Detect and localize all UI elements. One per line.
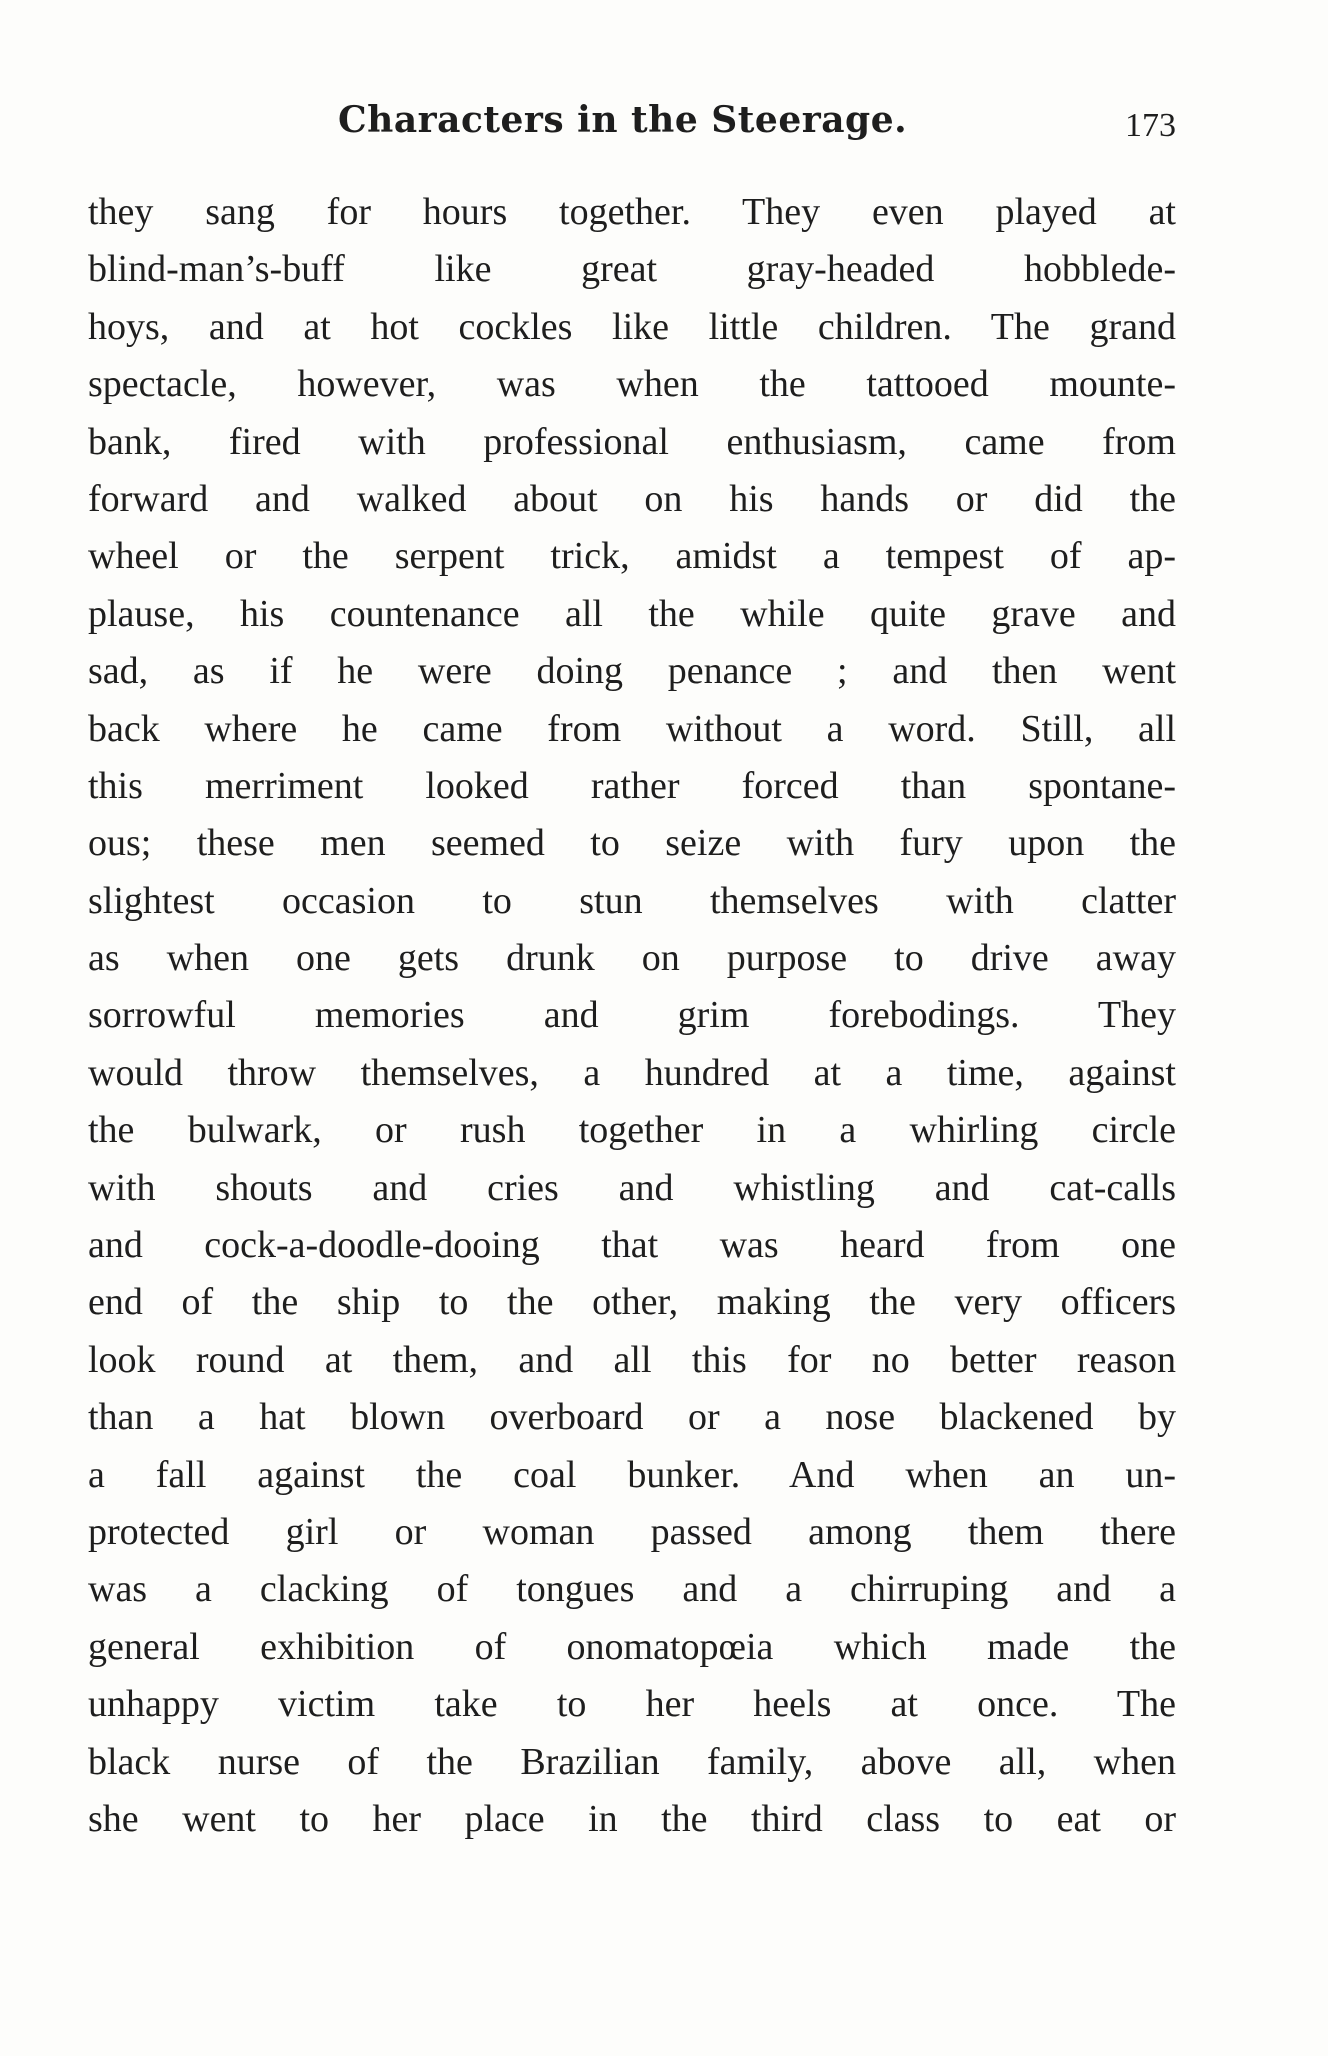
running-head [88, 90, 1180, 150]
text-line: with shouts and cries and whistling and cat-calls [88, 1166, 1176, 1209]
text-line: blind-man’s-buff like great gray-headed hobblede- [88, 248, 1176, 291]
text-line: plause, his countenance all the while quite grave and [88, 592, 1176, 635]
text-line: this merriment looked rather forced than spontane- [88, 764, 1176, 807]
body-text [88, 184, 1176, 1848]
text-line: than a hat blown overboard or a nose blackened by [88, 1396, 1176, 1439]
text-line: a fall against the coal bunker. And when an un- [88, 1453, 1176, 1496]
text-line: look round at them, and all this for no better reason [88, 1338, 1176, 1381]
text-line: black nurse of the Brazilian family, above all, when [88, 1740, 1176, 1783]
text-line: spectacle, however, was when the tattooed mounte- [88, 363, 1176, 406]
text-line: protected girl or woman passed among them there [88, 1510, 1176, 1553]
page-number: 173 [1125, 107, 1176, 144]
text-line: sorrowful memories and grim forebodings. They [88, 994, 1176, 1037]
running-title: Characters in the Steerage. [338, 99, 908, 141]
text-line: as when one gets drunk on purpose to drive away [88, 937, 1176, 980]
text-line: forward and walked about on his hands or did the [88, 477, 1176, 520]
text-line: ous; these men seemed to seize with fury upon the [88, 822, 1176, 865]
text-line: back where he came from without a word. Still, all [88, 707, 1176, 750]
text-line: they sang for hours together. They even played at [88, 191, 1176, 233]
text-line: hoys, and at hot cockles like little children. The grand [88, 305, 1176, 348]
text-line: was a clacking of tongues and a chirruping and a [88, 1568, 1176, 1611]
text-line: slightest occasion to stun themselves with clatter [88, 879, 1176, 922]
text-line: end of the ship to the other, making the very officers [88, 1281, 1176, 1324]
text-line: unhappy victim take to her heels at once. The [88, 1683, 1176, 1726]
text-line: she went to her place in the third class to eat or [88, 1797, 1176, 1840]
text-line: would throw themselves, a hundred at a time, against [88, 1051, 1176, 1094]
text-line: wheel or the serpent trick, amidst a tempest of ap- [88, 535, 1176, 578]
text-line: general exhibition of onomatopœia which made the [88, 1625, 1176, 1668]
text-line: the bulwark, or rush together in a whirling circle [88, 1109, 1176, 1152]
text-line: and cock-a-doodle-dooing that was heard from one [88, 1224, 1176, 1267]
text-line: sad, as if he were doing penance ; and then went [88, 650, 1176, 693]
text-line: bank, fired with professional enthusiasm, came from [88, 420, 1176, 463]
